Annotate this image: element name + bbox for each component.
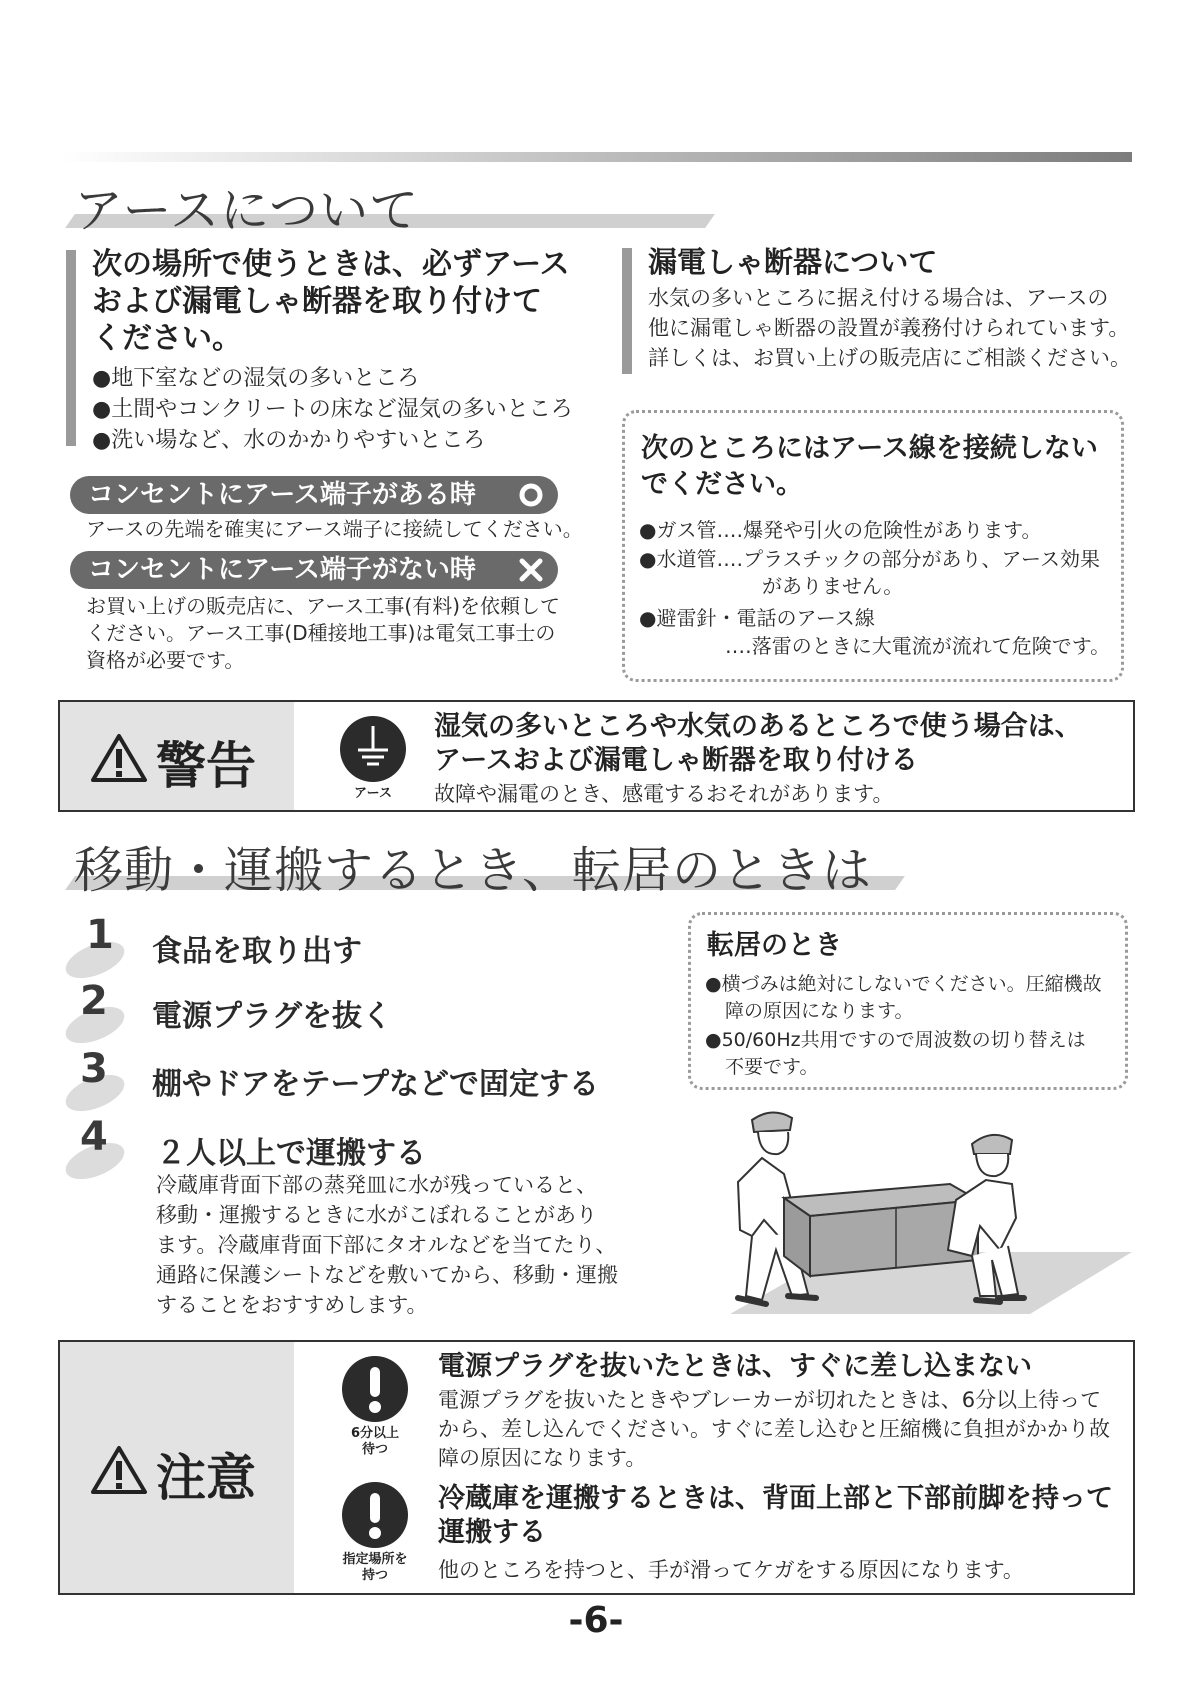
required-block-bar	[66, 250, 76, 446]
list-item: ●土間やコンクリートの床など湿気の多いところ	[92, 397, 573, 422]
step-number: 4	[80, 1114, 108, 1160]
required-heading-line: 次の場所で使うときは、必ずアース	[92, 247, 570, 282]
step4-line: 移動・運搬するときに水がこぼれることがあり	[156, 1203, 597, 1227]
step-title: 棚やドアをテープなどで固定する	[152, 1067, 599, 1102]
outlet-with-terminal-note: アースの先端を確実にアース端子に接続してください。	[86, 517, 583, 541]
warning-heading-line: アースおよび漏電しゃ断器を取り付ける	[434, 745, 918, 776]
relocation-line: ●50/60Hz共用ですので周波数の切り替えは	[705, 1029, 1086, 1051]
step-number: 2	[80, 978, 108, 1024]
top-decorative-bar	[62, 152, 1132, 162]
circle-ok-icon	[518, 482, 544, 508]
outlet-with-terminal-label	[70, 476, 558, 514]
relocation-line: 障の原因になります。	[725, 1000, 914, 1022]
breaker-block-bar	[622, 248, 632, 374]
list-item: ●洗い場など、水のかかりやすいところ	[92, 428, 486, 453]
step-number: 3	[80, 1046, 108, 1092]
step4-description	[156, 1170, 618, 1320]
warning-box	[58, 700, 1135, 812]
step4-line: ます。冷蔵庫背面下部にタオルなどを当てたり、	[156, 1233, 617, 1257]
heading-line: 次のところにはアース線を接続しない	[641, 433, 1098, 464]
two-workers-carrying-freezer-illustration	[680, 1100, 1140, 1320]
caution-heading: 電源プラグを抜いたときは、すぐに差し込まない	[438, 1351, 1032, 1382]
note-line: ください。アース工事(D種接地工事)は電気工事士の	[86, 621, 556, 645]
step-title: 電源プラグを抜く	[152, 999, 392, 1034]
caption-line: 持つ	[361, 1568, 388, 1583]
outlet-without-terminal-note	[86, 593, 560, 674]
relocation-line: ●横づみは絶対にしないでください。圧縮機故	[705, 973, 1102, 995]
item-dots: ‥‥	[725, 634, 752, 658]
relocation-line: 不要です。	[725, 1056, 819, 1078]
section-title-moving: 移動・運搬するとき、転居のときは	[74, 842, 873, 899]
cross-icon	[518, 557, 544, 583]
caution-text: 他のところを持つと、手が滑ってケガをする原因になります。	[438, 1558, 1024, 1582]
step-title: ２人以上で運搬する	[156, 1136, 426, 1171]
breaker-text-line: 他に漏電しゃ断器の設置が義務付けられています。	[648, 316, 1130, 340]
breaker-text	[648, 283, 1131, 373]
warning-triangle-icon	[90, 732, 148, 784]
warning-heading-line: 湿気の多いところや水気のあるところで使う場合は、	[434, 711, 1082, 742]
do-not-connect-item-gas	[639, 517, 1042, 544]
do-not-connect-item-water	[639, 546, 1100, 573]
caution-box	[58, 1340, 1135, 1595]
required-heading	[92, 246, 570, 357]
breaker-heading: 漏電しゃ断器について	[648, 245, 938, 279]
exclamation-icon	[342, 1482, 408, 1548]
caution-heading	[438, 1482, 1113, 1550]
do-not-connect-item-lightning-note	[725, 633, 1110, 660]
item-label: ●ガス管	[639, 518, 717, 542]
hold-icon-caption	[322, 1552, 428, 1584]
breaker-text-line: 詳しくは、お買い上げの販売店にご相談ください。	[648, 346, 1131, 370]
ground-icon	[340, 716, 406, 782]
outlet-with-terminal-text: コンセントにアース端子がある時	[88, 480, 476, 510]
required-heading-line: ください。	[92, 321, 242, 356]
outlet-without-terminal-label	[70, 551, 558, 589]
relocation-bullet	[705, 1027, 1086, 1081]
heading-line: でください。	[641, 469, 803, 500]
step-number: 1	[86, 912, 114, 958]
warning-label-panel	[60, 702, 294, 810]
warning-label: 警告	[156, 737, 256, 795]
step4-line: 冷蔵庫背面下部の蒸発皿に水が残っていると、	[156, 1173, 597, 1197]
do-not-connect-box	[622, 410, 1124, 682]
item-dots: ‥‥	[716, 547, 744, 571]
wait-icon-caption	[328, 1426, 422, 1458]
step-title: 食品を取り出す	[152, 934, 362, 969]
relocation-bullet	[705, 971, 1102, 1025]
caution-heading-line: 運搬する	[438, 1517, 546, 1548]
step4-line: 通路に保護シートなどを敷いてから、移動・運搬	[156, 1263, 618, 1287]
do-not-connect-item-water-cont: がありません。	[762, 574, 904, 598]
item-text: 爆発や引火の危険性があります。	[743, 518, 1042, 542]
list-item: ●地下室などの湿気の多いところ	[92, 366, 420, 391]
required-heading-line: および漏電しゃ断器を取り付けて	[92, 284, 542, 319]
caution-heading-line: 冷蔵庫を運搬するときは、背面上部と下部前脚を持って	[438, 1483, 1113, 1514]
caution-label: 注意	[156, 1449, 256, 1507]
outlet-without-terminal-text: コンセントにアース端子がない時	[88, 555, 476, 585]
relocation-box	[688, 912, 1128, 1090]
note-line: 資格が必要です。	[86, 648, 245, 672]
warning-triangle-icon	[90, 1444, 148, 1496]
caution-text-line: 障の原因になります。	[438, 1446, 647, 1470]
caption-line: 指定場所を	[342, 1552, 408, 1567]
caution-text-line: 電源プラグを抜いたときやブレーカーが切れたときは、6分以上待って	[438, 1388, 1102, 1412]
exclamation-icon	[342, 1356, 408, 1422]
caution-label-panel	[60, 1342, 294, 1593]
caution-text	[438, 1386, 1110, 1473]
warning-text: 故障や漏電のとき、感電するおそれがあります。	[434, 782, 894, 806]
do-not-connect-heading	[641, 431, 1098, 503]
do-not-connect-item-lightning: ●避雷針・電話のアース線	[639, 606, 875, 630]
section-title-earth: アースについて	[74, 182, 420, 239]
warning-heading	[434, 710, 1082, 778]
item-label: ●水道管	[639, 547, 717, 571]
step4-line: することをおすすめします。	[156, 1293, 428, 1317]
caption-line: 6分以上	[350, 1426, 400, 1441]
relocation-heading: 転居のとき	[707, 930, 842, 961]
page-number: -6-	[568, 1600, 624, 1641]
required-bullet-list	[92, 363, 573, 456]
note-line: お買い上げの販売店に、アース工事(有料)を依頼して	[86, 594, 561, 618]
item-text: プラスチックの部分があり、アース効果	[743, 547, 1100, 571]
item-dots: ‥‥	[716, 518, 744, 542]
item-text: 落雷のときに大電流が流れて危険です。	[751, 634, 1111, 658]
ground-icon-caption: アース	[354, 786, 392, 801]
caption-line: 待つ	[361, 1442, 388, 1457]
caution-text-line: から、差し込んでください。すぐに差し込むと圧縮機に負担がかかり故	[438, 1417, 1110, 1441]
breaker-text-line: 水気の多いところに据え付ける場合は、アースの	[648, 286, 1109, 310]
